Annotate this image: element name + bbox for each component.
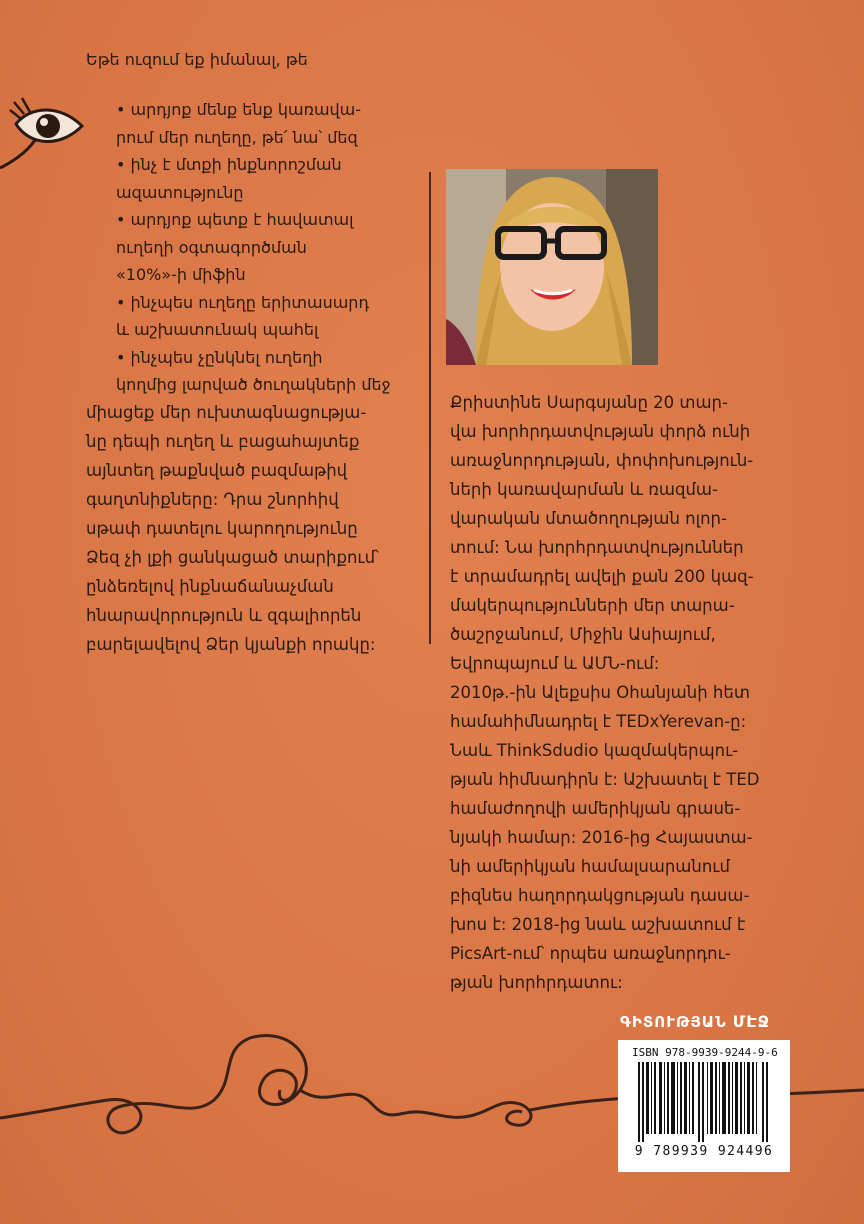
list-item: և աշխատունակ պահել	[116, 320, 319, 339]
list-item: «10%»-ի միֆին	[116, 265, 246, 284]
list-item: կողմից լարված ծուղակների մեջ	[116, 375, 391, 394]
text-line: մակերպությունների մեր տարա-	[450, 596, 735, 615]
list-item: • ինչպես չընկնել ուղեղի	[116, 344, 416, 372]
publisher-name: ԳԻՏՈՒԹՅԱՆ	[620, 1012, 727, 1031]
text-line: ների կառավարման և ռազմա-	[450, 480, 718, 499]
text-line: թյան հիմնադիրն է: Աշխատել է TED	[450, 770, 760, 789]
text-line: ծաշրջանում, Միջին Ասիայում,	[450, 625, 716, 644]
list-item: ազատությունը	[116, 182, 244, 202]
text-line: նյակի համար: 2016-ից Հայաստա-	[450, 828, 753, 847]
text-line: խոս է: 2018-ից նաև աշխատում է	[450, 915, 746, 934]
text-line: նի ամերիկյան համալսարանում	[450, 857, 730, 876]
author-portrait-icon	[446, 169, 658, 365]
description-paragraph	[86, 398, 402, 659]
intro-line: Եթե ուզում եք իմանալ, թե	[86, 50, 308, 69]
text-line: վա խորհրդատվության փորձ ունի	[450, 422, 751, 441]
text-line: սթափ դատելու կարողությունը	[86, 519, 358, 538]
text-line: Նաև ThinkSdudio կազմակերպու-	[450, 741, 739, 760]
text-line: թյան խորհրդատու:	[450, 973, 623, 992]
text-line: Եվրոպայում և ԱՄՆ-ում:	[450, 654, 660, 673]
text-line: միացեք մեր ուխտագնացությա-	[86, 403, 367, 422]
isbn-text: ISBN 978-9939-9244-9-6	[632, 1046, 778, 1059]
text-line: առաջնորդության, փոփոխություն-	[450, 451, 754, 470]
text-line: 2010թ.-ին Ալեքսիս Օհանյանի հետ	[450, 683, 750, 702]
text-line: Քրիստինե Սարգսյանը 20 տար-	[450, 393, 728, 412]
text-line: վարական մտածողության ոլոր-	[450, 509, 727, 528]
list-item: • արդյոք մենք ենք կառավա-	[116, 96, 416, 124]
text-line: այնտեղ թաքնված բազմաթիվ	[86, 461, 348, 480]
text-line: գաղտնիքները: Դրա շնորհիվ	[86, 490, 339, 509]
ean-number: 9 789939 924496	[634, 1144, 774, 1159]
list-item: • արդյոք պետք է հավատալ	[116, 206, 416, 234]
text-line: համաժողովի ամերիկյան գրասե-	[450, 799, 741, 818]
text-line: հնարավորություն և զգալիորեն	[86, 606, 362, 625]
text-line: է տրամադրել ավելի քան 200 կազ-	[450, 567, 754, 586]
publisher-mark: ՄԷՋ	[732, 1012, 771, 1031]
author-bio	[450, 388, 778, 997]
question-list	[116, 96, 416, 399]
list-item: • ինչպես ուղեղը երիտասարդ	[116, 289, 416, 317]
vertical-divider	[429, 172, 431, 644]
text-line: բիզնես հաղորդակցության դասա-	[450, 886, 750, 905]
barcode-label	[618, 1040, 790, 1172]
text-line: նը դեպի ուղեղ և բացահայտեք	[86, 432, 360, 451]
list-item: ուղեղի օգտագործման	[116, 237, 307, 257]
text-line: տում: Նա խորհրդատվություններ	[450, 538, 744, 557]
author-photo	[446, 169, 658, 365]
text-line: Ձեզ չի լքի ցանկացած տարիքում՝	[86, 548, 379, 567]
text-line: ընձեռելով ինքնաճանաչման	[86, 577, 334, 596]
text-line: PicsArt-ում՝ որպես առաջնորդու-	[450, 944, 731, 963]
text-line: համահիմնադրել է TEDxYerevan-ը:	[450, 712, 747, 731]
list-item: րում մեր ուղեղը, թե՛ նա՝ մեզ	[116, 127, 358, 147]
text-line: բարելավելով Ձեր կյանքի որակը:	[86, 635, 376, 654]
barcode-icon	[638, 1062, 770, 1142]
eye-icon	[0, 96, 100, 186]
list-item: • ինչ է մտքի ինքնորոշման	[116, 151, 416, 179]
